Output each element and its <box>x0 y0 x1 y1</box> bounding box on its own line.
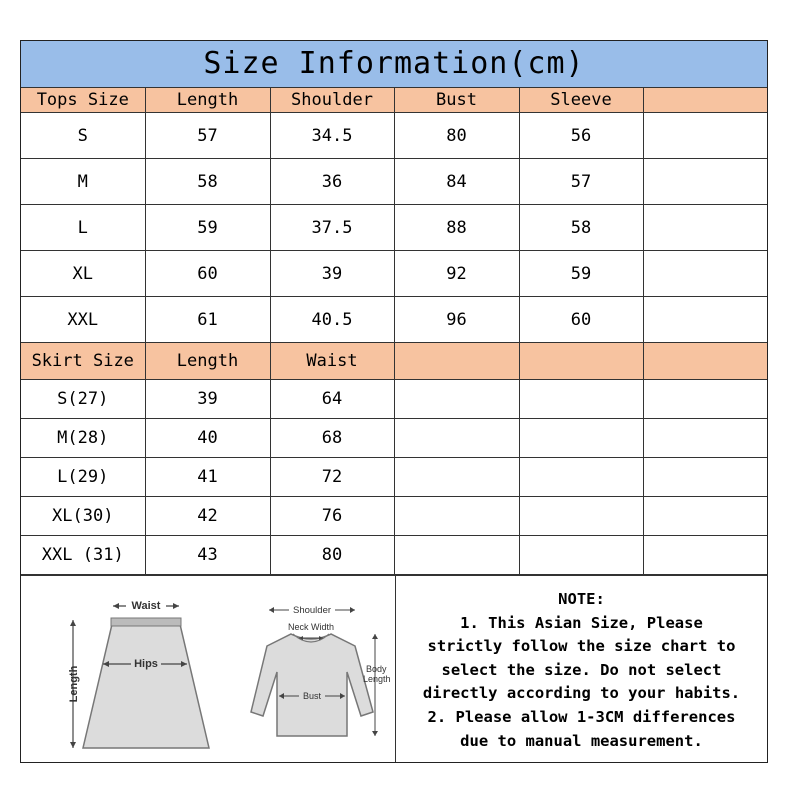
table-cell <box>519 497 643 536</box>
header-cell <box>394 343 519 380</box>
measurement-illustration <box>21 576 393 762</box>
shoulder-label: Shoulder <box>292 605 332 616</box>
table-cell: 56 <box>519 113 643 159</box>
table-cell: M <box>21 159 145 205</box>
table-cell: 84 <box>394 159 519 205</box>
table-row <box>21 159 767 205</box>
table-cell <box>643 497 767 536</box>
table-cell: 58 <box>145 159 270 205</box>
header-cell: Bust <box>394 88 519 113</box>
header-cell <box>643 343 767 380</box>
table-cell <box>643 251 767 297</box>
table-cell: 76 <box>270 497 394 536</box>
table-cell: 68 <box>270 419 394 458</box>
table-cell: 60 <box>145 251 270 297</box>
header-cell <box>643 88 767 113</box>
top-diagram <box>251 603 391 736</box>
table-cell: L <box>21 205 145 251</box>
table-cell: S(27) <box>21 380 145 419</box>
table-cell: 96 <box>394 297 519 343</box>
table-cell: 59 <box>145 205 270 251</box>
table-cell: 57 <box>145 113 270 159</box>
table-cell <box>394 419 519 458</box>
note-line: 1. This Asian Size, Please <box>460 613 703 632</box>
waist-label: Waist <box>131 600 161 612</box>
bust-label: Bust <box>302 691 322 701</box>
table-cell: 34.5 <box>270 113 394 159</box>
table-cell: 40 <box>145 419 270 458</box>
table-cell: 59 <box>519 251 643 297</box>
table-cell <box>643 419 767 458</box>
table-cell: 58 <box>519 205 643 251</box>
table-cell <box>519 419 643 458</box>
body-length-label-1: Body <box>366 664 387 674</box>
top-shape <box>251 634 373 736</box>
header-cell: Skirt Size <box>21 343 145 380</box>
note-line: select the size. Do not select <box>441 660 722 679</box>
note-line: 2. Please allow 1-3CM differences <box>427 707 736 726</box>
table-cell <box>643 380 767 419</box>
length-label: Length <box>68 665 80 703</box>
table-cell: 42 <box>145 497 270 536</box>
skirt-diagram <box>68 598 209 748</box>
table-cell: 39 <box>270 251 394 297</box>
table-cell: 40.5 <box>270 297 394 343</box>
note-title: NOTE: <box>558 590 605 608</box>
table-cell <box>643 205 767 251</box>
table-cell <box>394 536 519 575</box>
table-cell: 41 <box>145 458 270 497</box>
table-cell <box>394 458 519 497</box>
hips-label: Hips <box>134 658 158 670</box>
measurement-diagram <box>21 576 396 762</box>
table-cell: 64 <box>270 380 394 419</box>
table-row <box>21 380 767 419</box>
header-cell: Tops Size <box>21 88 145 113</box>
skirt-header-row <box>21 343 767 380</box>
note-line: directly according to your habits. <box>422 684 741 703</box>
table-row <box>21 497 767 536</box>
neck-width-label: Neck Width <box>287 622 335 632</box>
table-row <box>21 536 767 575</box>
table-row <box>21 458 767 497</box>
table-cell <box>643 113 767 159</box>
skirt-shape <box>83 620 209 748</box>
header-cell: Shoulder <box>270 88 394 113</box>
table-cell <box>519 458 643 497</box>
table-cell <box>643 159 767 205</box>
table-cell: XXL <box>21 297 145 343</box>
table-cell: 36 <box>270 159 394 205</box>
table-row <box>21 297 767 343</box>
table-cell <box>394 380 519 419</box>
table-cell: 80 <box>270 536 394 575</box>
table-cell: M(28) <box>21 419 145 458</box>
table-cell: XL(30) <box>21 497 145 536</box>
table-cell: 61 <box>145 297 270 343</box>
header-cell <box>519 343 643 380</box>
table-cell <box>394 497 519 536</box>
table-row <box>21 205 767 251</box>
table-cell <box>519 536 643 575</box>
header-cell: Sleeve <box>519 88 643 113</box>
note-panel <box>396 576 767 762</box>
table-cell: 72 <box>270 458 394 497</box>
table-cell <box>519 380 643 419</box>
table-row <box>21 113 767 159</box>
table-cell: 39 <box>145 380 270 419</box>
bottom-section <box>21 575 767 762</box>
table-cell: 43 <box>145 536 270 575</box>
table-row <box>21 419 767 458</box>
header-cell: Waist <box>270 343 394 380</box>
table-cell <box>643 536 767 575</box>
header-cell: Length <box>145 343 270 380</box>
chart-title: Size Information(cm) <box>21 41 767 88</box>
table-cell: L(29) <box>21 458 145 497</box>
skirt-waistband <box>111 618 181 626</box>
table-cell: 57 <box>519 159 643 205</box>
table-cell <box>643 458 767 497</box>
table-cell: S <box>21 113 145 159</box>
note-line: strictly follow the size chart to <box>427 637 736 656</box>
table-cell: XXL (31) <box>21 536 145 575</box>
table-cell: 88 <box>394 205 519 251</box>
table-cell: 92 <box>394 251 519 297</box>
table-cell: 80 <box>394 113 519 159</box>
size-table <box>21 88 767 575</box>
table-cell: 37.5 <box>270 205 394 251</box>
table-cell <box>643 297 767 343</box>
note-line: due to manual measurement. <box>460 731 703 750</box>
body-length-label-2: Length <box>363 674 391 684</box>
table-row <box>21 251 767 297</box>
header-cell: Length <box>145 88 270 113</box>
size-chart <box>20 40 768 763</box>
table-cell: 60 <box>519 297 643 343</box>
tops-header-row <box>21 88 767 113</box>
table-cell: XL <box>21 251 145 297</box>
